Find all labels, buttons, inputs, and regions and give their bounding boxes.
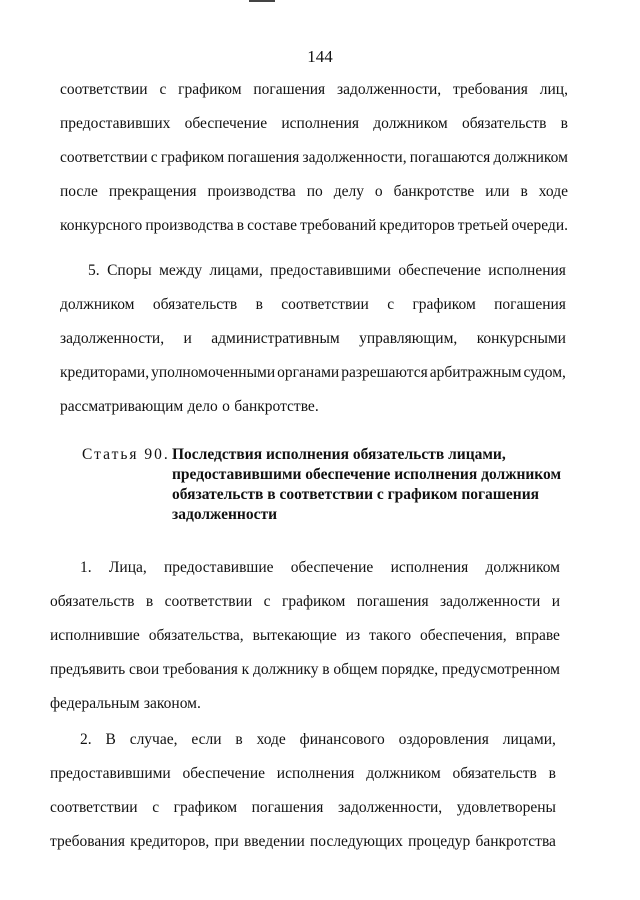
word: обязательств [50, 593, 135, 610]
word: графиком [281, 593, 346, 610]
word: обеспечение [184, 115, 268, 132]
top-edge-mark [249, 0, 275, 2]
word: требования [452, 81, 528, 98]
word: разрешаются [341, 364, 428, 381]
word: порядке, [381, 661, 439, 678]
word: после [60, 183, 98, 200]
word: федеральным [50, 695, 140, 712]
word: графиком [160, 149, 225, 166]
word: административным [211, 330, 340, 347]
text-line [50, 626, 560, 646]
word: уполномоченными [151, 364, 276, 381]
word: соответствии [50, 799, 138, 816]
text-line [50, 660, 560, 680]
word: должником [60, 296, 135, 313]
word: требования [162, 661, 238, 678]
word: с [152, 799, 160, 816]
word: из [345, 627, 361, 644]
word: соответствии [60, 149, 148, 166]
word: графиком [412, 296, 476, 313]
word: прекращения [108, 183, 197, 200]
word: конкурсного [60, 217, 143, 234]
word: общем [333, 661, 378, 678]
word: оздоровления [398, 731, 489, 748]
word: и [551, 593, 560, 610]
word: банкротстве. [234, 398, 319, 415]
article-number: Статья 90. [82, 446, 170, 463]
word: должником [485, 559, 560, 576]
text-line [60, 397, 566, 417]
word: погашения [494, 296, 566, 313]
word: в [255, 296, 263, 313]
word: в [548, 765, 556, 782]
word: кредиторов, [130, 833, 210, 850]
word: с [263, 593, 271, 610]
word: такого [369, 627, 412, 644]
word: графиком [178, 81, 242, 98]
word: финансового [299, 731, 385, 748]
word: о [222, 398, 230, 415]
word: исполнившие [50, 627, 140, 644]
word: лицами, [502, 731, 556, 748]
word: с [150, 149, 158, 166]
word: задолженности, [302, 149, 407, 166]
word: между [159, 262, 203, 279]
text-line [60, 148, 568, 168]
word: требований [300, 217, 377, 234]
word: или [485, 183, 510, 200]
word: обеспечение [290, 559, 374, 576]
word: погашаются [409, 149, 491, 166]
word: погашения [251, 799, 324, 816]
text-line [60, 295, 566, 315]
word: вытекающие [252, 627, 337, 644]
word: задолженности, [338, 799, 443, 816]
word: дело [187, 398, 218, 415]
word: 2. [80, 731, 92, 748]
text-line [60, 216, 568, 236]
word: удовлетворены [456, 799, 556, 816]
word: соответствии [164, 593, 253, 610]
text-line [50, 832, 556, 852]
word: конкурсными [476, 330, 566, 347]
word: в [560, 115, 568, 132]
word: обеспечение [182, 765, 266, 782]
word: процедур [408, 833, 471, 850]
word: требования [50, 833, 125, 850]
word: кредиторами, [60, 364, 150, 381]
word: в [236, 217, 245, 234]
word: предоставившие [164, 559, 274, 576]
word: случае, [129, 731, 178, 748]
word: по [306, 183, 323, 200]
word: Споры [107, 262, 152, 279]
word: соответствии [60, 81, 148, 98]
word: производства [145, 217, 234, 234]
word: погашения [253, 81, 326, 98]
word: должнику [252, 661, 319, 678]
text-line [60, 182, 568, 202]
text-line [60, 80, 568, 100]
article-title [172, 445, 572, 525]
text-line [50, 798, 556, 818]
word: обеспечение [398, 262, 481, 279]
page-number: 144 [307, 47, 333, 66]
text-line [80, 558, 560, 578]
word: предъявить [50, 661, 126, 678]
text-line [80, 730, 556, 750]
word: производства [207, 183, 296, 200]
word: органами [277, 364, 340, 381]
word: погашения [227, 149, 300, 166]
word: исполнения [488, 262, 566, 279]
word: лиц, [539, 81, 568, 98]
word: графиком [173, 799, 238, 816]
article-title-line: задолженности [172, 506, 278, 523]
word: с [159, 81, 167, 98]
word: 1. [80, 559, 92, 576]
article-title-line: Последствия исполнения обязательств лицами, [172, 446, 506, 463]
word: исполнения [281, 115, 360, 132]
word: введении [243, 833, 305, 850]
word: третьей [457, 217, 509, 234]
word: задолженности, [60, 330, 165, 347]
word: в [520, 183, 528, 200]
word: обеспечения, [420, 627, 507, 644]
text-line [60, 363, 566, 383]
text-line [88, 261, 566, 281]
word: о [374, 183, 383, 200]
text-line [60, 114, 568, 134]
word: очереди. [511, 217, 568, 234]
word: предоставивших [60, 115, 171, 132]
word: задолженности, [337, 81, 442, 98]
text-line [60, 329, 566, 349]
word: вправе [515, 627, 560, 644]
word: при [214, 833, 239, 850]
word: банкротства [475, 833, 556, 850]
word: погашения [356, 593, 429, 610]
word: в [322, 661, 330, 678]
word: обязательства, [148, 627, 244, 644]
word: ходе [538, 183, 568, 200]
word: с [387, 296, 395, 313]
word: исполнения [390, 559, 469, 576]
word: предусмотренном [441, 661, 560, 678]
word: обязательств [452, 765, 537, 782]
word: должником [493, 149, 568, 166]
text-line [50, 592, 560, 612]
word: должником [366, 765, 441, 782]
word: лицами, [209, 262, 263, 279]
word: исполнения [276, 765, 355, 782]
word: соответствии [281, 296, 369, 313]
word: в [235, 731, 243, 748]
word: последующих [310, 833, 403, 850]
word: кредиторов [379, 217, 455, 234]
word: делу [333, 183, 364, 200]
word: задолженности [440, 593, 541, 610]
text-line [50, 764, 556, 784]
article-title-line: обязательств в соответствии с графиком погашения [172, 486, 540, 503]
word: обязательств [152, 296, 238, 313]
word: судом, [523, 364, 566, 381]
word: составе [247, 217, 298, 234]
word: свои [129, 661, 160, 678]
word: к [241, 661, 250, 678]
word: и [183, 330, 192, 347]
word: управляющим, [359, 330, 458, 347]
article-title-line: предоставившими обеспечение исполнения должником [172, 466, 562, 483]
word: рассматривающим [60, 398, 184, 415]
word: законом. [143, 695, 201, 712]
word: должником [373, 115, 448, 132]
word: в [145, 593, 154, 610]
word: арбитражным [429, 364, 522, 381]
word: 5. [88, 262, 100, 279]
word: предоставившими [50, 765, 171, 782]
word: если [191, 731, 222, 748]
word: В [105, 731, 116, 748]
text-line [50, 694, 560, 714]
word: обязательств [461, 115, 547, 132]
word: банкротстве [393, 183, 475, 200]
word: предоставившими [270, 262, 391, 279]
word: ходе [256, 731, 286, 748]
word: Лица, [108, 559, 147, 576]
